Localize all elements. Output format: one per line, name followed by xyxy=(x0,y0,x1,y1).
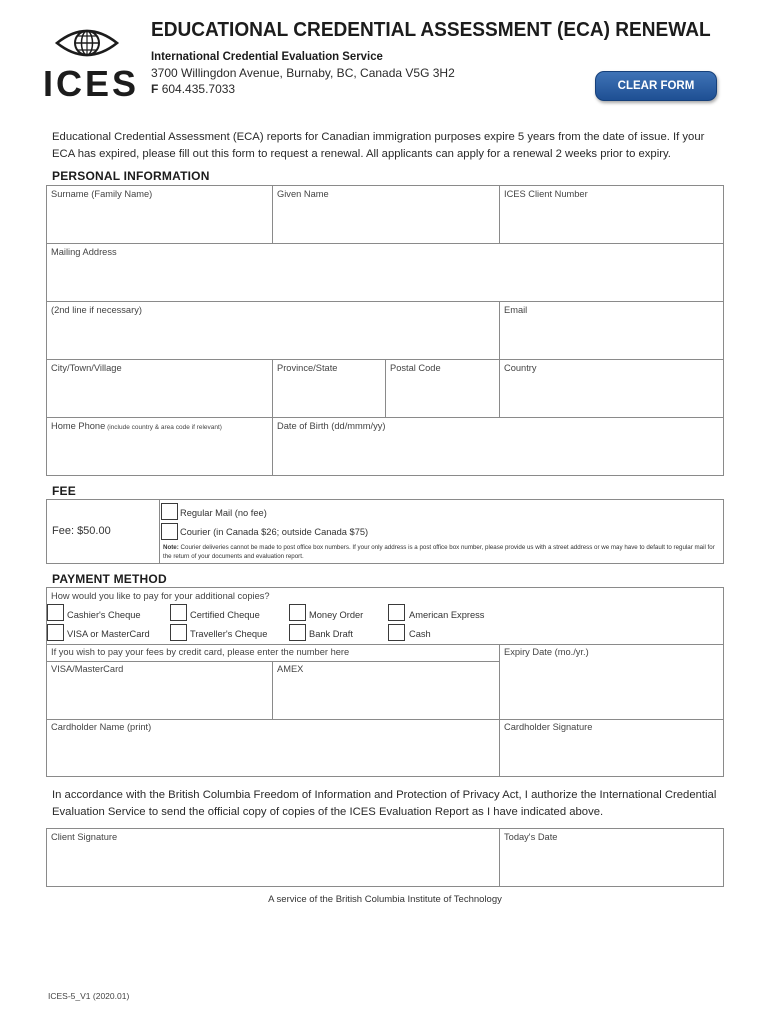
payment-question: How would you like to pay for your additional copies? xyxy=(51,591,270,601)
country-label: Country xyxy=(504,363,537,373)
address-line2-label: (2nd line if necessary) xyxy=(51,305,142,315)
fee-amount: Fee: $50.00 xyxy=(52,525,111,537)
dob-field[interactable] xyxy=(273,432,723,475)
money-order-label: Money Order xyxy=(309,610,364,620)
cardholder-name-label: Cardholder Name (print) xyxy=(51,722,152,732)
globe-eye-icon xyxy=(43,21,131,65)
courier-label: Courier (in Canada $26; outside Canada $75) xyxy=(180,527,369,537)
bank-draft-checkbox[interactable] xyxy=(289,624,306,641)
cardholder-signature-label: Cardholder Signature xyxy=(504,722,593,732)
courier-checkbox[interactable] xyxy=(161,523,178,540)
regular-mail-label: Regular Mail (no fee) xyxy=(180,508,267,518)
clear-form-button[interactable]: CLEAR FORM xyxy=(595,71,717,101)
todays-date-field[interactable] xyxy=(500,843,723,886)
visa-mc-number-field[interactable] xyxy=(47,675,272,719)
city-label: City/Town/Village xyxy=(51,363,122,373)
certified-cheque-label: Certified Cheque xyxy=(190,610,260,620)
postal-code-field[interactable] xyxy=(386,374,499,417)
consent-paragraph: In accordance with the British Columbia Freedom of Information and Protection of Privacy Act, I authorize the International Credential Evaluation Service to send the official copy of copies of the ICES Evaluation Report as I have indicated above. xyxy=(52,789,717,818)
given-name-label: Given Name xyxy=(277,189,329,199)
certified-cheque-checkbox[interactable] xyxy=(170,604,187,621)
amex-label: AMEX xyxy=(277,664,304,674)
expiry-field[interactable] xyxy=(500,658,723,719)
form-title: EDUCATIONAL CREDENTIAL ASSESSMENT (ECA) RENEWAL xyxy=(151,18,711,41)
courier-note xyxy=(163,543,719,561)
regular-mail-checkbox[interactable] xyxy=(161,503,178,520)
surname-field[interactable] xyxy=(47,200,272,243)
mailing-address-field[interactable] xyxy=(47,258,723,301)
province-field[interactable] xyxy=(273,374,385,417)
cash-label: Cash xyxy=(409,629,431,639)
payment-box xyxy=(46,587,724,777)
fee-box xyxy=(46,499,724,564)
amex-number-field[interactable] xyxy=(273,675,499,719)
ices-logo xyxy=(43,21,140,104)
card-prompt: If you wish to pay your fees by credit card, please enter the number here xyxy=(51,647,350,657)
visa-mc-label: VISA/MasterCard xyxy=(51,664,124,674)
postal-code-label: Postal Code xyxy=(390,363,441,373)
cashiers-cheque-label: Cashier's Cheque xyxy=(67,610,141,620)
form-code: ICES-5_V1 (2020.01) xyxy=(48,991,130,1001)
home-phone-note: (include country & area code if relevant) xyxy=(105,424,222,431)
visa-mastercard-checkbox[interactable] xyxy=(47,624,64,641)
organization-address xyxy=(151,65,455,97)
signature-box xyxy=(46,828,724,887)
money-order-checkbox[interactable] xyxy=(289,604,306,621)
given-name-field[interactable] xyxy=(273,200,499,243)
dob-label: Date of Birth (dd/mmm/yy) xyxy=(277,421,386,431)
email-label: Email xyxy=(504,305,528,315)
service-line: A service of the British Columbia Institute of Technology xyxy=(268,894,502,905)
cashiers-cheque-checkbox[interactable] xyxy=(47,604,64,621)
fax-prefix: F xyxy=(151,82,159,96)
cash-checkbox[interactable] xyxy=(388,624,405,641)
address-line2-field[interactable] xyxy=(47,316,499,359)
client-signature-field[interactable] xyxy=(47,843,499,886)
city-field[interactable] xyxy=(47,374,272,417)
fax-number: 604.435.7033 xyxy=(161,82,236,96)
province-label: Province/State xyxy=(277,363,338,373)
client-signature-label: Client Signature xyxy=(51,832,118,842)
logo-wordmark: ICES xyxy=(43,63,140,104)
organization-name: International Credential Evaluation Service xyxy=(151,49,383,63)
country-field[interactable] xyxy=(500,374,723,417)
personal-info-heading: PERSONAL INFORMATION xyxy=(52,169,210,183)
visa-mastercard-label: VISA or MasterCard xyxy=(67,629,150,639)
mailing-address-label: Mailing Address xyxy=(51,247,117,257)
street-address: 3700 Willingdon Avenue, Burnaby, BC, Canada V5G 3H2 xyxy=(151,66,455,80)
fax-line xyxy=(151,81,455,97)
travellers-cheque-label: Traveller's Cheque xyxy=(190,629,268,639)
travellers-cheque-checkbox[interactable] xyxy=(170,624,187,641)
intro-paragraph: Educational Credential Assessment (ECA) reports for Canadian immigration purposes expire 5 years from the date of issue. If your ECA has expired, please fill out this form to request a renewal. All applicants can apply for a renewal 2 weeks prior to expiry. xyxy=(52,131,705,160)
home-phone-field[interactable] xyxy=(47,432,272,475)
american-express-label: American Express xyxy=(409,610,485,620)
bank-draft-label: Bank Draft xyxy=(309,629,353,639)
personal-info-box xyxy=(46,185,724,476)
surname-label: Surname (Family Name) xyxy=(51,189,153,199)
fee-heading: FEE xyxy=(52,484,76,498)
expiry-label: Expiry Date (mo./yr.) xyxy=(504,647,589,657)
email-field[interactable] xyxy=(500,316,723,359)
client-number-label: ICES Client Number xyxy=(504,189,588,199)
cardholder-name-field[interactable] xyxy=(47,733,499,776)
note-prefix: Note: xyxy=(163,544,179,551)
todays-date-label: Today's Date xyxy=(504,832,558,842)
home-phone-label xyxy=(51,421,222,431)
client-number-field[interactable] xyxy=(500,200,723,243)
note-text: Courier deliveries cannot be made to post office box numbers. If your only address is a post office box number, please provide us with a street address or we may have to default to regular mail for the return of your documents and evaluation report. xyxy=(163,544,715,560)
cardholder-signature-field[interactable] xyxy=(500,733,723,776)
american-express-checkbox[interactable] xyxy=(388,604,405,621)
home-phone-label-text: Home Phone xyxy=(51,421,106,431)
payment-heading: PAYMENT METHOD xyxy=(52,572,167,586)
